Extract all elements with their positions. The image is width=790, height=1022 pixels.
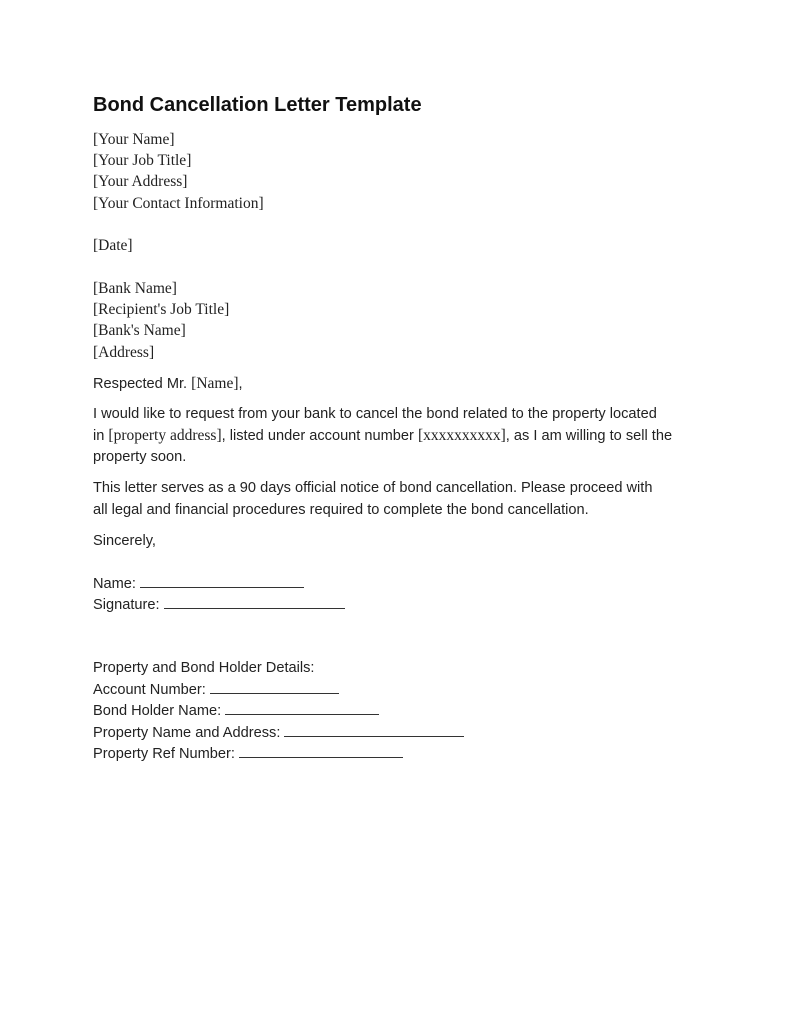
field-label: Signature: (93, 597, 160, 613)
text-span: in (93, 428, 109, 444)
account-number-field (93, 679, 339, 700)
recipient-address: [Address] (93, 344, 155, 361)
paragraph2-line1: This letter serves as a 90 days official notice of bond cancellation. Please proceed with (93, 480, 653, 496)
salutation-name-placeholder: [Name] (191, 375, 239, 392)
account-number-placeholder: [xxxxxxxxxx] (417, 427, 506, 444)
text-span: , listed under account number (221, 428, 418, 444)
property-ref-number-blank-line[interactable] (239, 743, 403, 758)
document-title: Bond Cancellation Letter Template (93, 94, 422, 116)
salutation-prefix: Respected Mr. (93, 376, 192, 392)
sender-job-title: [Your Job Title] (93, 152, 192, 169)
closing: Sincerely, (93, 533, 156, 549)
field-label: Bond Holder Name: (93, 703, 222, 719)
field-label: Property Ref Number: (93, 746, 235, 762)
field-label: Property Name and Address: (93, 725, 281, 741)
property-ref-number-field (93, 743, 403, 764)
bond-holder-name-field (93, 700, 379, 721)
sender-contact: [Your Contact Information] (93, 195, 264, 212)
paragraph1-line3: property soon. (93, 449, 187, 465)
property-address-placeholder: [property address] (108, 427, 222, 444)
property-name-address-field (93, 722, 464, 743)
property-name-address-blank-line[interactable] (284, 722, 464, 737)
paragraph2-line2: all legal and financial procedures required to complete the bond cancellation. (93, 502, 589, 518)
field-label: Account Number: (93, 682, 206, 698)
account-number-blank-line[interactable] (210, 679, 339, 694)
signoff-name-field (93, 573, 304, 594)
name-blank-line[interactable] (140, 573, 304, 588)
text-span: , as I am willing to sell the (505, 428, 673, 444)
sender-name: [Your Name] (93, 131, 175, 148)
paragraph1-line2 (93, 426, 672, 446)
paragraph1-line1: I would like to request from your bank to cancel the bond related to the property located (93, 406, 657, 422)
field-label: Name: (93, 576, 136, 592)
signature-blank-line[interactable] (164, 594, 345, 609)
letter-date: [Date] (93, 237, 133, 254)
recipient-bank-name-2: [Bank's Name] (93, 322, 186, 339)
salutation (93, 374, 243, 394)
signoff-signature-field (93, 594, 345, 615)
recipient-bank-name: [Bank Name] (93, 280, 177, 297)
details-heading: Property and Bond Holder Details: (93, 660, 315, 676)
recipient-job-title: [Recipient's Job Title] (93, 301, 230, 318)
sender-address: [Your Address] (93, 173, 188, 190)
bond-holder-name-blank-line[interactable] (225, 700, 379, 715)
salutation-suffix: , (238, 376, 243, 392)
